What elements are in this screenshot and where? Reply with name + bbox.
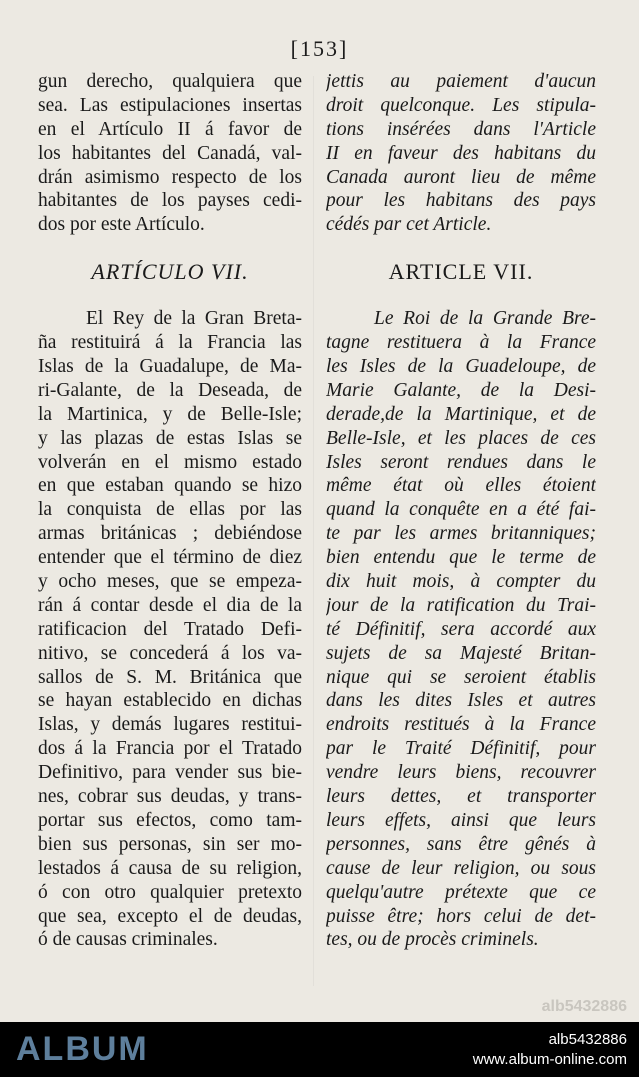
footer-url[interactable]: www.album-online.com [472, 1051, 627, 1068]
text-line: nitivo, se concederá á los va- [38, 642, 302, 664]
text-line: portar sus efectos, como tam- [38, 809, 302, 831]
footer-image-id: alb5432886 [548, 1031, 627, 1048]
text-line: lestados á causa de su religion, [38, 857, 302, 879]
text-line: ña restituirá á la Francia las [38, 332, 302, 354]
text-line: dix huit mois, à compter du [326, 571, 596, 593]
text-line: cédés par cet Article. [326, 214, 492, 236]
text-line: quand la conquête en a été fai- [326, 499, 596, 521]
text-line: bien sus personas, sin ser mo- [38, 833, 302, 855]
text-line: pour les habitans des pays [326, 190, 596, 212]
text-line: nique qui se seroient établis [326, 666, 596, 688]
text-line: endroits restitués à la France [326, 714, 596, 736]
text-line: la conquista de ellas por las [38, 499, 302, 521]
french-article-heading: ARTICLE VII. [388, 259, 534, 285]
text-line: tes, ou de procès criminels. [326, 929, 539, 951]
text-line: Islas, y demás lugares restitui- [38, 714, 302, 736]
text-line: jour de la ratification du Trai- [326, 594, 596, 616]
text-line: y ocho meses, que se empeza- [38, 571, 302, 593]
text-line: en que estaban quando se hizo [38, 475, 302, 497]
text-line: Belle-Isle, et les places de ces [326, 427, 596, 449]
text-line: Isles seront rendues dans le [326, 451, 596, 473]
text-line: derade,de la Martinique, et de [326, 403, 596, 425]
french-article-body [326, 307, 596, 952]
text-line: ri-Galante, de la Deseada, de [38, 379, 302, 401]
text-line: cause de leur religion, ou sous [326, 857, 596, 879]
text-line: dos por este Artículo. [38, 214, 205, 236]
spanish-article-heading: ARTÍCULO VII. [91, 259, 249, 285]
text-line: bien entendu que le terme de [326, 547, 596, 569]
text-line: sea. Las estipulaciones insertas [38, 94, 302, 116]
text-line: en el Artículo II á favor de [38, 118, 302, 140]
text-line: los habitantes del Canadá, val- [38, 142, 302, 164]
text-line: El Rey de la Gran Breta- [86, 308, 302, 330]
text-line: les Isles de la Guadeloupe, de [326, 356, 596, 378]
text-line: Le Roi de la Grande Bre- [374, 308, 596, 330]
text-line: personnes, sans être gênés à [326, 833, 596, 855]
text-line: droit quelconque. Les stipula- [326, 94, 596, 116]
text-line: drán asimismo respecto de los [38, 166, 302, 188]
text-line: dos á la Francia por el Tratado [38, 738, 302, 760]
text-line: ó con otro qualquier pretexto [38, 881, 302, 903]
watermark-image-code: alb5432886 [541, 998, 627, 1015]
text-line: y las plazas de estas Islas se [38, 427, 302, 449]
text-line: Canada auront lieu de même [326, 166, 596, 188]
text-line: tagne restituera à la France [326, 332, 596, 354]
text-line: ó de causas criminales. [38, 929, 218, 951]
text-line: entender que el término de diez [38, 547, 302, 569]
text-line: té Définitif, sera accordé aux [326, 618, 596, 640]
spanish-intro [38, 70, 302, 237]
text-line: sallos de S. M. Británica que [38, 666, 302, 688]
text-line: volverán en el mismo estado [38, 451, 302, 473]
spanish-column [38, 70, 302, 952]
text-line: Definitivo, para vender sus bie- [38, 762, 302, 784]
spanish-article-body [38, 307, 302, 952]
footer-bar [0, 1022, 639, 1077]
text-line: nes, cobrar sus deudas, y trans- [38, 786, 302, 808]
text-line: tions insérées dans l'Article [326, 118, 596, 140]
french-column [326, 70, 596, 952]
text-line: te par les armes britanniques; [326, 523, 596, 545]
text-line: Marie Galante, de la Desi- [326, 379, 596, 401]
text-line: jettis au paiement d'aucun [326, 71, 596, 92]
text-line: que sea, excepto el de deudas, [38, 905, 302, 927]
text-line: quelqu'autre prétexte que ce [326, 881, 596, 903]
french-intro [326, 70, 596, 237]
text-line: gun derecho, qualquiera que [38, 71, 302, 92]
text-line: rán á contar desde el dia de la [38, 594, 302, 616]
column-gutter [313, 76, 314, 986]
text-line: par le Traité Définitif, pour [326, 738, 596, 760]
text-line: se hayan establecido en dichas [38, 690, 302, 712]
page-number: [153] [290, 36, 349, 61]
text-line: habitantes de los payses cedi- [38, 190, 302, 212]
text-line: Islas de la Guadalupe, de Ma- [38, 356, 302, 378]
text-line: puisse être; hors celui de det- [326, 905, 596, 927]
text-line: leurs dettes, et transporter [326, 786, 596, 808]
album-logo: ALBUM [16, 1030, 149, 1068]
text-line: II en faveur des habitans du [326, 142, 596, 164]
text-line: leurs effets, ainsi que leurs [326, 809, 596, 831]
text-line: ratificacion del Tratado Defi- [38, 618, 302, 640]
text-line: vendre leurs biens, recouvrer [326, 762, 596, 784]
text-line: dans les dites Isles et autres [326, 690, 596, 712]
text-line: armas británicas ; debiéndose [38, 523, 302, 545]
text-line: la Martinica, y de Belle-Isle; [38, 403, 302, 425]
text-line: sujets de sa Majesté Britan- [326, 642, 596, 664]
text-line: même état où elles étoient [326, 475, 596, 497]
